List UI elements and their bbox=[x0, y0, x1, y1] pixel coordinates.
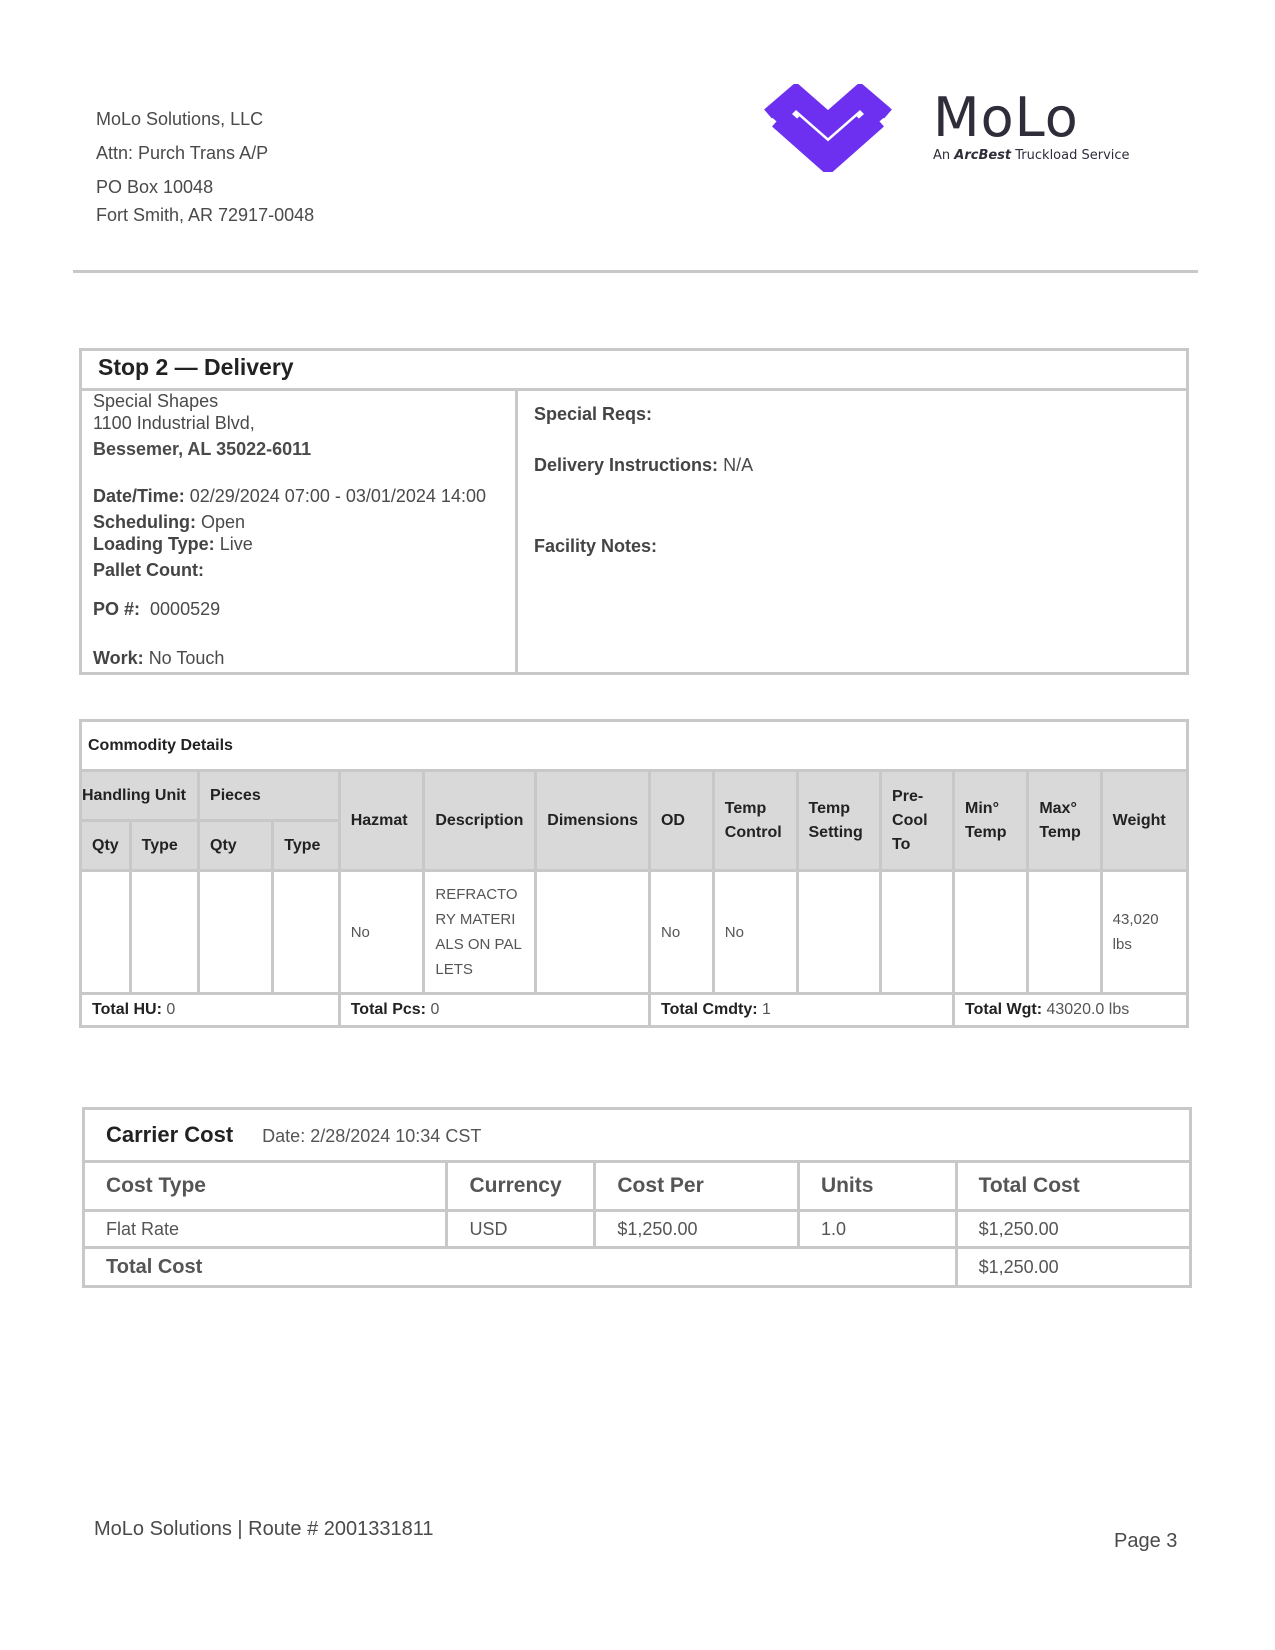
col-pre-cool: Pre-Cool To bbox=[881, 771, 954, 871]
cell-total-cost: $1,250.00 bbox=[956, 1211, 1190, 1248]
city-line: Fort Smith, AR 72917-0048 bbox=[96, 205, 315, 225]
footer-route: MoLo Solutions | Route # 2001331811 bbox=[94, 1518, 434, 1540]
cell-max-temp bbox=[1028, 871, 1101, 994]
logo-tag-brand: ArcBest bbox=[954, 148, 1012, 163]
col-cost-type: Cost Type bbox=[84, 1162, 447, 1211]
table-row bbox=[81, 871, 1188, 994]
special-reqs-label: Special Reqs: bbox=[534, 404, 653, 424]
col-dimensions: Dimensions bbox=[536, 771, 650, 871]
total-pcs bbox=[339, 994, 649, 1027]
col-units: Units bbox=[798, 1162, 956, 1211]
total-cost-label: Total Cost bbox=[84, 1248, 957, 1287]
col-description: Description bbox=[424, 771, 536, 871]
col-total-cost: Total Cost bbox=[956, 1162, 1190, 1211]
logo-wordmark: MoLo bbox=[933, 86, 1079, 149]
col-hu-qty: Qty bbox=[81, 821, 131, 871]
header-divider bbox=[73, 270, 1198, 273]
commodity-table bbox=[79, 719, 1189, 1028]
cell-weight: 43,020 lbs bbox=[1101, 871, 1187, 994]
stop-name: Special Shapes bbox=[93, 391, 219, 411]
cell-cost-type: Flat Rate bbox=[84, 1211, 447, 1248]
col-temp-setting: Temp Setting bbox=[797, 771, 881, 871]
loading-value: Live bbox=[219, 534, 253, 554]
bill-to-address bbox=[96, 102, 314, 232]
carrier-cost-header bbox=[84, 1109, 1191, 1162]
stop-datetime bbox=[93, 486, 486, 507]
po-box: PO Box 10048 bbox=[96, 177, 214, 197]
cell-hazmat: No bbox=[339, 871, 424, 994]
stop-loading-type bbox=[93, 534, 253, 555]
total-cost-row bbox=[84, 1248, 1191, 1287]
stop-box bbox=[79, 348, 1189, 675]
delivery-instructions bbox=[534, 455, 753, 476]
commodity-caption: Commodity Details bbox=[81, 721, 1188, 771]
cell-dimensions bbox=[536, 871, 650, 994]
col-currency: Currency bbox=[447, 1162, 595, 1211]
total-cmdty-value: 1 bbox=[762, 1001, 771, 1018]
cell-description: REFRACTORY MATERIALS ON PALLETS bbox=[424, 871, 536, 994]
total-pcs-label: Total Pcs: bbox=[350, 1001, 426, 1018]
table-row bbox=[84, 1211, 1191, 1248]
total-wgt bbox=[954, 994, 1188, 1027]
total-hu-label: Total HU: bbox=[92, 1001, 162, 1018]
po-value: 0000529 bbox=[150, 599, 221, 619]
col-pieces: Pieces bbox=[199, 771, 340, 821]
cell-pre-cool bbox=[881, 871, 954, 994]
col-pcs-type: Type bbox=[273, 821, 339, 871]
total-wgt-label: Total Wgt: bbox=[965, 1001, 1043, 1018]
special-reqs bbox=[534, 404, 652, 425]
company-name: MoLo Solutions, LLC bbox=[96, 109, 264, 129]
cell-min-temp bbox=[954, 871, 1028, 994]
commodity-totals-row bbox=[81, 994, 1188, 1027]
cell-hu-type bbox=[130, 871, 198, 994]
col-temp-control: Temp Control bbox=[713, 771, 797, 871]
attn-line: Attn: Purch Trans A/P bbox=[96, 143, 269, 163]
cell-hu-qty bbox=[81, 871, 131, 994]
page-number: Page 3 bbox=[1114, 1530, 1178, 1552]
work-label: Work: bbox=[93, 648, 144, 668]
stop-title: Stop 2 — Delivery bbox=[98, 354, 294, 380]
datetime-label: Date/Time: bbox=[93, 486, 185, 506]
total-wgt-value: 43020.0 lbs bbox=[1046, 1001, 1130, 1018]
carrier-cost-table bbox=[82, 1107, 1192, 1288]
stop-column-divider bbox=[515, 388, 518, 675]
cell-pcs-qty bbox=[199, 871, 273, 994]
molo-logo-icon bbox=[762, 84, 894, 172]
col-hu-type: Type bbox=[130, 821, 198, 871]
stop-street: 1100 Industrial Blvd, bbox=[93, 413, 255, 433]
carrier-cost-date: Date: 2/28/2024 10:34 CST bbox=[262, 1126, 482, 1146]
stop-pallet-count bbox=[93, 560, 204, 581]
work-value: No Touch bbox=[148, 648, 225, 668]
logo-tagline bbox=[933, 148, 1130, 163]
col-hazmat: Hazmat bbox=[339, 771, 424, 871]
stop-work bbox=[93, 648, 224, 669]
datetime-value: 02/29/2024 07:00 - 03/01/2024 14:00 bbox=[189, 486, 486, 506]
cell-pcs-type bbox=[273, 871, 339, 994]
col-cost-per: Cost Per bbox=[595, 1162, 799, 1211]
facility-notes bbox=[534, 536, 657, 557]
col-min-temp: Min° Temp bbox=[954, 771, 1028, 871]
logo-tag-suffix: Truckload Service bbox=[1015, 148, 1130, 163]
pallet-label: Pallet Count: bbox=[93, 560, 204, 580]
stop-city-state: Bessemer, AL 35022-6011 bbox=[93, 439, 312, 459]
col-pcs-qty: Qty bbox=[199, 821, 273, 871]
stop-scheduling bbox=[93, 512, 245, 533]
delivery-instr-value: N/A bbox=[723, 455, 754, 475]
carrier-cost-title: Carrier Cost bbox=[106, 1122, 234, 1147]
total-pcs-value: 0 bbox=[430, 1001, 440, 1018]
cell-temp-control: No bbox=[713, 871, 797, 994]
total-cost-value: $1,250.00 bbox=[956, 1248, 1190, 1287]
cell-currency: USD bbox=[447, 1211, 595, 1248]
cell-od: No bbox=[649, 871, 713, 994]
facility-notes-label: Facility Notes: bbox=[534, 536, 658, 556]
cell-cost-per: $1,250.00 bbox=[595, 1211, 799, 1248]
cell-temp-setting bbox=[797, 871, 881, 994]
total-hu bbox=[81, 994, 340, 1027]
delivery-instr-label: Delivery Instructions: bbox=[534, 455, 719, 475]
scheduling-label: Scheduling: bbox=[93, 512, 196, 532]
col-od: OD bbox=[649, 771, 713, 871]
total-cmdty bbox=[649, 994, 953, 1027]
logo-tag-prefix: An bbox=[933, 148, 951, 163]
cell-units: 1.0 bbox=[798, 1211, 956, 1248]
col-handling-unit: Handling Unit bbox=[81, 771, 199, 821]
col-weight: Weight bbox=[1101, 771, 1187, 871]
loading-label: Loading Type: bbox=[93, 534, 215, 554]
total-hu-value: 0 bbox=[166, 1001, 176, 1018]
po-label: PO #: bbox=[93, 599, 141, 619]
total-cmdty-label: Total Cmdty: bbox=[660, 1001, 758, 1018]
stop-po bbox=[93, 599, 220, 620]
scheduling-value: Open bbox=[201, 512, 246, 532]
col-max-temp: Max° Temp bbox=[1028, 771, 1101, 871]
